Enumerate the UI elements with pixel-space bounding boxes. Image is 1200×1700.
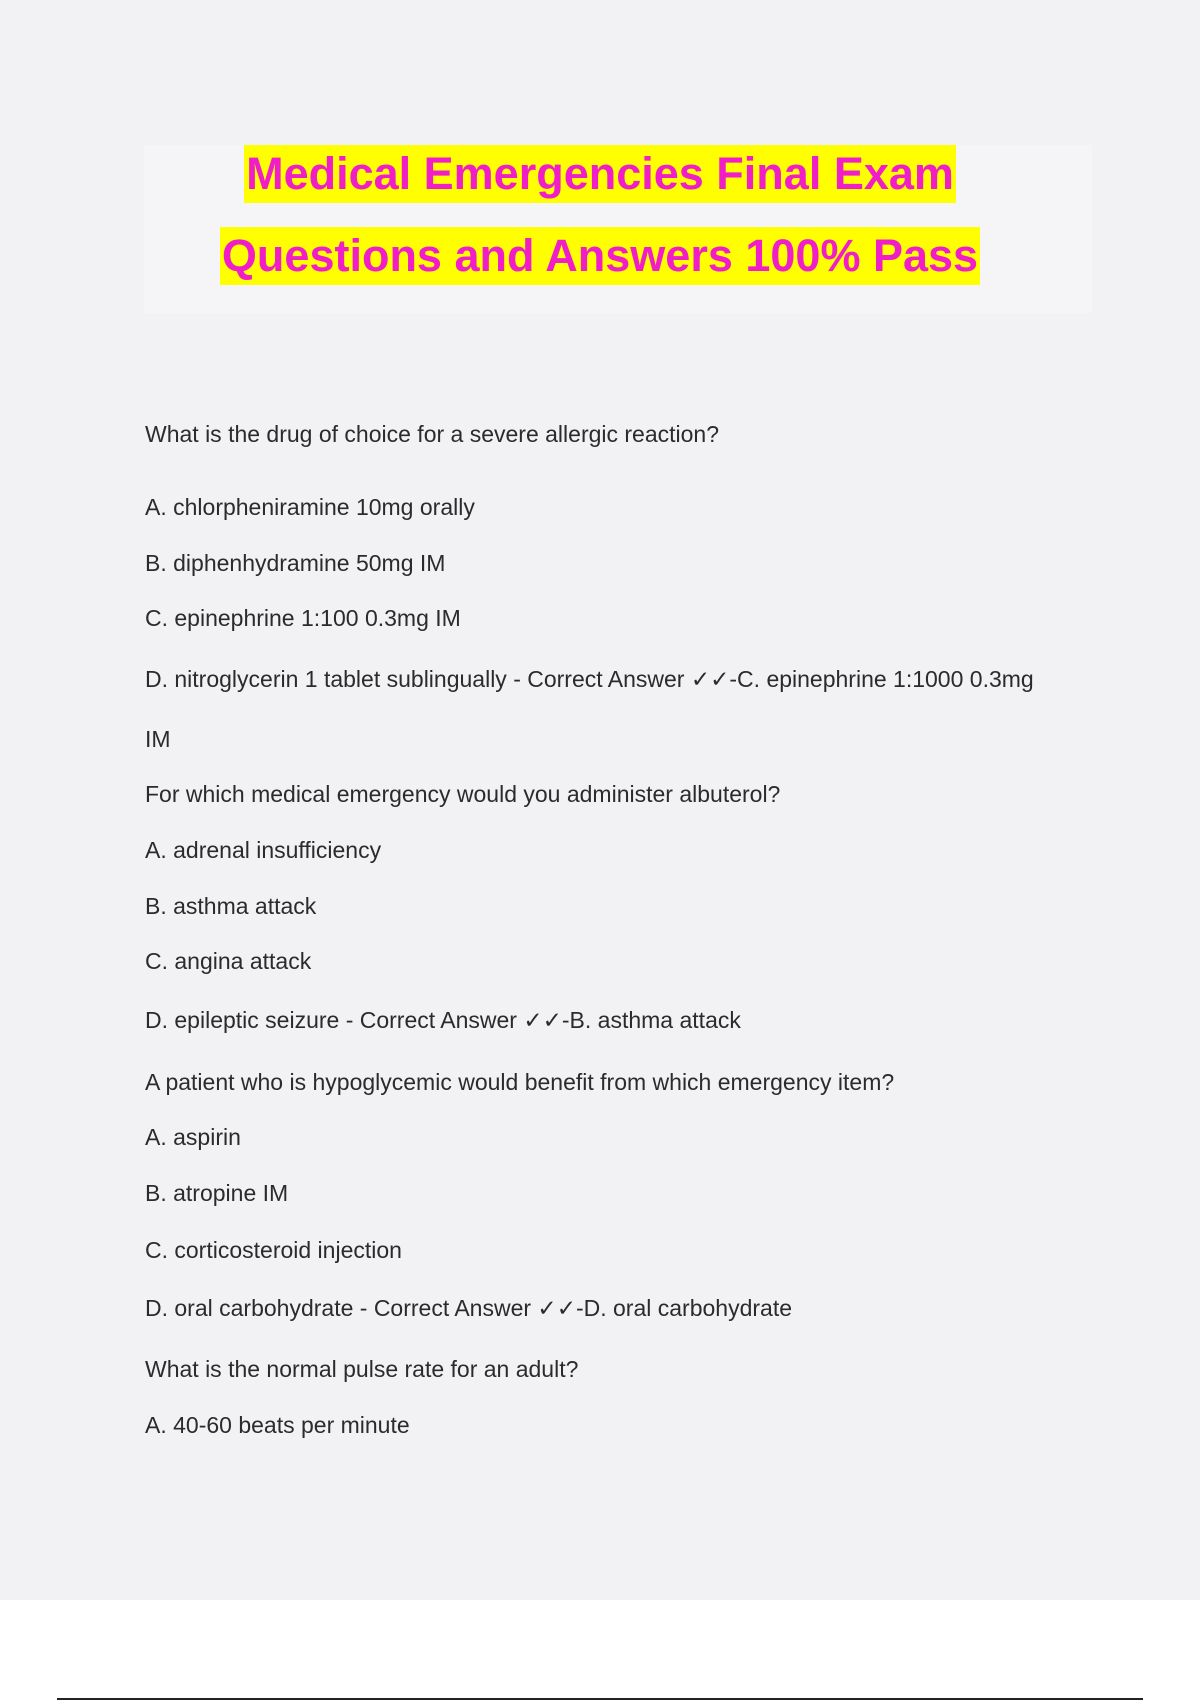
question-3-option-c: C. corticosteroid injection: [145, 1237, 402, 1263]
question-2-option-b: B. asthma attack: [145, 893, 317, 919]
question-2: For which medical emergency would you administer albuterol?: [145, 781, 781, 807]
question-4-option-a: A. 40-60 beats per minute: [145, 1412, 410, 1438]
question-3: A patient who is hypoglycemic would benefit from which emergency item?: [145, 1069, 895, 1095]
question-2-option-c: C. angina attack: [145, 948, 312, 974]
question-4: What is the normal pulse rate for an adult?: [145, 1356, 579, 1382]
question-1: What is the drug of choice for a severe allergic reaction?: [145, 421, 720, 447]
question-2-option-a: A. adrenal insufficiency: [145, 837, 382, 863]
question-3-option-d-answer: D. oral carbohydrate - Correct Answer ✓✓-D. oral carbohydrate: [145, 1295, 793, 1321]
document-title-line-1: [0, 145, 1200, 203]
title-text-1: Medical Emergencies Final Exam: [244, 145, 956, 203]
question-1-option-b: B. diphenhydramine 50mg IM: [145, 550, 446, 576]
question-2-option-d-answer: D. epileptic seizure - Correct Answer ✓✓-B. asthma attack: [145, 1007, 741, 1033]
document-title-line-2: [0, 227, 1200, 285]
question-1-option-c: C. epinephrine 1:100 0.3mg IM: [145, 605, 461, 631]
title-text-2: Questions and Answers 100% Pass: [220, 227, 980, 285]
question-3-option-a: A. aspirin: [145, 1124, 241, 1150]
question-1-answer-continuation: IM: [145, 726, 171, 752]
question-1-option-d-answer: D. nitroglycerin 1 tablet sublingually - Correct Answer ✓✓-C. epinephrine 1:1000 0.3mg: [145, 666, 1034, 692]
question-1-option-a: A. chlorpheniramine 10mg orally: [145, 494, 475, 520]
question-3-option-b: B. atropine IM: [145, 1180, 289, 1206]
